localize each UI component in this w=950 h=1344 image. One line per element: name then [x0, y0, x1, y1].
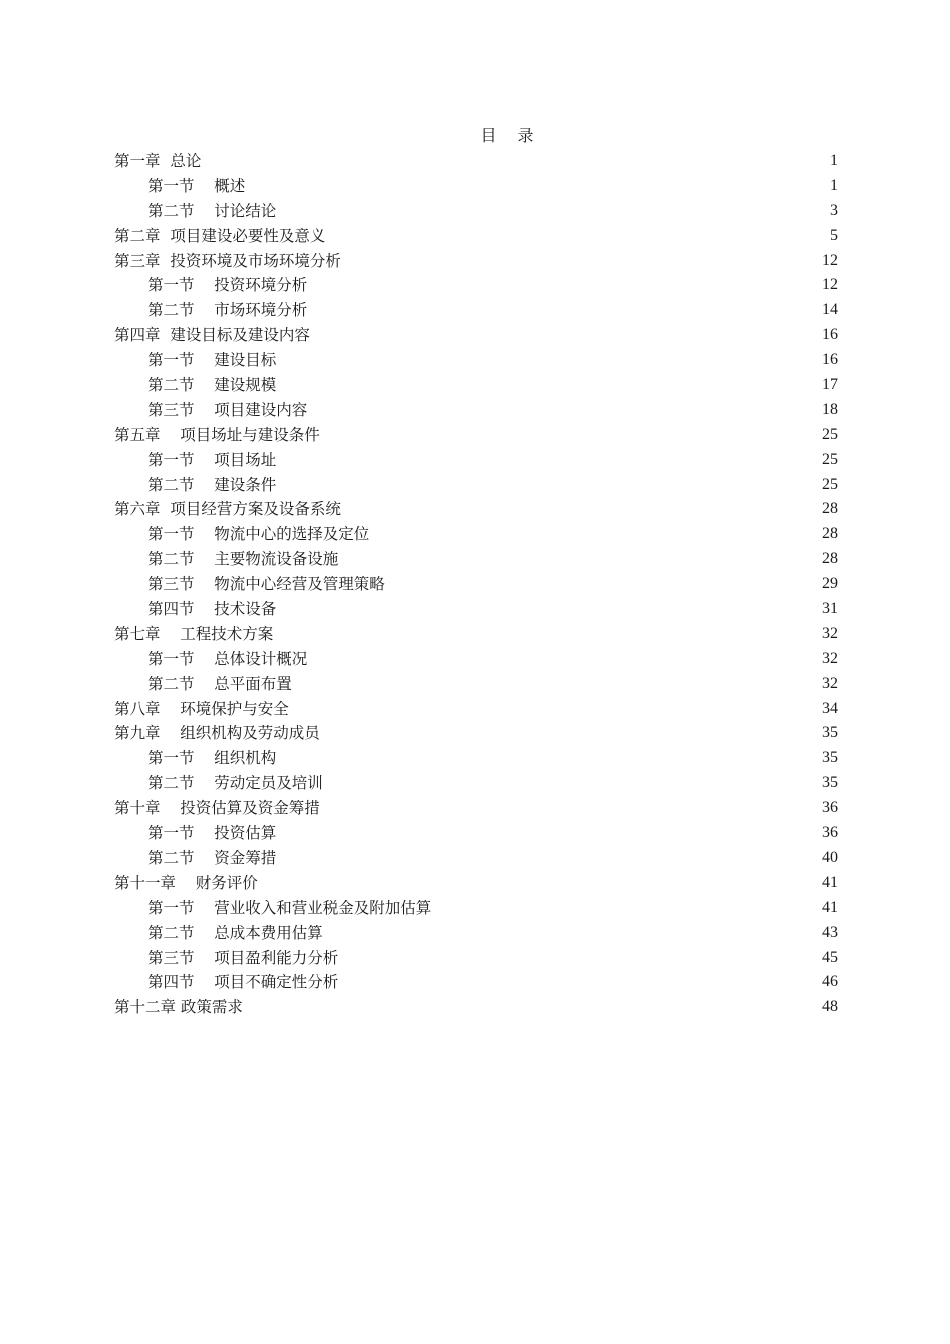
toc-entry-label: 第一节 投资环境分析 [148, 276, 308, 295]
toc-entry-page-number: 35 [822, 774, 838, 792]
toc-entry-label: 第三节 物流中心经营及管理策略 [148, 575, 385, 594]
toc-entry-page-number: 35 [822, 724, 838, 742]
toc-entry-label: 第二节 劳动定员及培训 [148, 774, 323, 793]
toc-chapter-entry [114, 721, 838, 746]
toc-chapter-entry [114, 249, 838, 274]
toc-entry-page-number: 28 [822, 525, 838, 543]
toc-entry-label: 第二章 项目建设必要性及意义 [114, 226, 326, 245]
toc-section-entry [114, 522, 838, 547]
toc-section-entry [114, 896, 838, 921]
toc-entry-page-number: 48 [822, 998, 838, 1016]
toc-entry-label: 第一章 总论 [114, 152, 202, 170]
toc-entry-label: 第二节 总平面布置 [148, 674, 292, 693]
toc-entry-page-number: 3 [830, 201, 838, 219]
toc-section-entry [114, 273, 838, 298]
toc-entry-page-number: 18 [822, 400, 838, 418]
toc-entry-label: 第十一章 财务评价 [114, 873, 258, 892]
toc-entry-label: 第七章 工程技术方案 [114, 624, 274, 643]
toc-entry-page-number: 28 [822, 550, 838, 568]
toc-entry-page-number: 36 [822, 799, 838, 817]
toc-section-entry [114, 946, 838, 971]
toc-chapter-entry [114, 224, 838, 249]
toc-entry-label: 第四节 项目不确定性分析 [148, 973, 339, 992]
toc-entry-label: 第二节 市场环境分析 [148, 301, 308, 320]
toc-section-entry [114, 473, 838, 498]
toc-entry-label: 第十二章 政策需求 [114, 998, 243, 1017]
toc-entry-page-number: 36 [822, 824, 838, 842]
toc-section-entry [114, 199, 838, 224]
toc-entry-page-number: 46 [822, 973, 838, 991]
toc-entry-page-number: 25 [822, 450, 838, 468]
toc-entry-page-number: 41 [822, 873, 838, 891]
toc-entry-label: 第四章 建设目标及建设内容 [114, 326, 310, 345]
toc-entry-page-number: 34 [822, 699, 838, 717]
toc-entry-page-number: 40 [822, 848, 838, 866]
toc-entry-page-number: 35 [822, 749, 838, 767]
toc-entry-label: 第二节 讨论结论 [148, 201, 277, 220]
toc-section-entry [114, 597, 838, 622]
toc-entry-page-number: 43 [822, 923, 838, 941]
toc-entry-label: 第八章 环境保护与安全 [114, 699, 289, 718]
toc-entry-label: 第一节 概述 [148, 176, 246, 195]
toc-entry-label: 第四节 技术设备 [148, 600, 277, 619]
toc-chapter-entry [114, 423, 838, 448]
toc-entry-label: 第三节 项目建设内容 [148, 400, 308, 419]
toc-entry-page-number: 5 [830, 226, 838, 244]
toc-entry-label: 第二节 建设条件 [148, 475, 277, 494]
toc-entry-label: 第三章 投资环境及市场环境分析 [114, 251, 341, 270]
toc-section-entry [114, 672, 838, 697]
toc-entry-label: 第一节 物流中心的选择及定位 [148, 525, 370, 544]
toc-entry-page-number: 14 [822, 301, 838, 319]
toc-entry-page-number: 31 [822, 600, 838, 618]
toc-title: 目 录 [480, 126, 542, 145]
toc-section-entry [114, 448, 838, 473]
toc-entry-label: 第二节 建设规模 [148, 376, 277, 395]
toc-chapter-entry [114, 323, 838, 348]
toc-entry-page-number: 32 [822, 674, 838, 692]
toc-entry-label: 第六章 项目经营方案及设备系统 [114, 500, 341, 519]
toc-section-entry [114, 398, 838, 423]
toc-entry-page-number: 29 [822, 575, 838, 593]
toc-entry-page-number: 32 [822, 649, 838, 667]
toc-section-entry [114, 547, 838, 572]
toc-entry-label: 第二节 主要物流设备设施 [148, 550, 339, 569]
toc-chapter-entry [114, 995, 838, 1020]
toc-entry-page-number: 1 [830, 176, 838, 194]
toc-chapter-entry [114, 697, 838, 722]
toc-entry-label: 第一节 营业收入和营业税金及附加估算 [148, 898, 432, 917]
toc-entry-page-number: 17 [822, 376, 838, 394]
toc-section-entry [114, 373, 838, 398]
toc-list [114, 149, 838, 1020]
toc-section-entry [114, 298, 838, 323]
toc-entry-label: 第二节 总成本费用估算 [148, 923, 323, 942]
toc-entry-page-number: 12 [822, 276, 838, 294]
toc-chapter-entry [114, 871, 838, 896]
toc-entry-page-number: 25 [822, 425, 838, 443]
toc-chapter-entry [114, 622, 838, 647]
toc-entry-page-number: 41 [822, 898, 838, 916]
toc-entry-label: 第一节 项目场址 [148, 450, 277, 469]
toc-entry-label: 第十章 投资估算及资金筹措 [114, 799, 320, 818]
toc-entry-label: 第五章 项目场址与建设条件 [114, 425, 320, 444]
toc-chapter-entry [114, 149, 838, 174]
toc-section-entry [114, 821, 838, 846]
toc-section-entry [114, 921, 838, 946]
toc-entry-label: 第一节 组织机构 [148, 749, 277, 768]
toc-entry-page-number: 28 [822, 500, 838, 518]
toc-section-entry [114, 846, 838, 871]
toc-entry-page-number: 12 [822, 251, 838, 269]
toc-entry-page-number: 16 [822, 351, 838, 369]
toc-section-entry [114, 970, 838, 995]
toc-entry-label: 第九章 组织机构及劳动成员 [114, 724, 320, 743]
toc-section-entry [114, 746, 838, 771]
toc-section-entry [114, 647, 838, 672]
toc-section-entry [114, 348, 838, 373]
toc-section-entry [114, 572, 838, 597]
toc-entry-page-number: 32 [822, 624, 838, 642]
toc-section-entry [114, 771, 838, 796]
toc-entry-page-number: 1 [830, 152, 838, 169]
toc-entry-label: 第三节 项目盈利能力分析 [148, 948, 339, 967]
toc-entry-label: 第一节 建设目标 [148, 351, 277, 370]
toc-entry-page-number: 25 [822, 475, 838, 493]
toc-entry-page-number: 16 [822, 326, 838, 344]
toc-chapter-entry [114, 796, 838, 821]
toc-entry-label: 第二节 资金筹措 [148, 848, 277, 867]
toc-section-entry [114, 174, 838, 199]
toc-entry-label: 第一节 投资估算 [148, 824, 277, 843]
toc-entry-label: 第一节 总体设计概况 [148, 649, 308, 668]
toc-entry-page-number: 45 [822, 948, 838, 966]
toc-chapter-entry [114, 497, 838, 522]
